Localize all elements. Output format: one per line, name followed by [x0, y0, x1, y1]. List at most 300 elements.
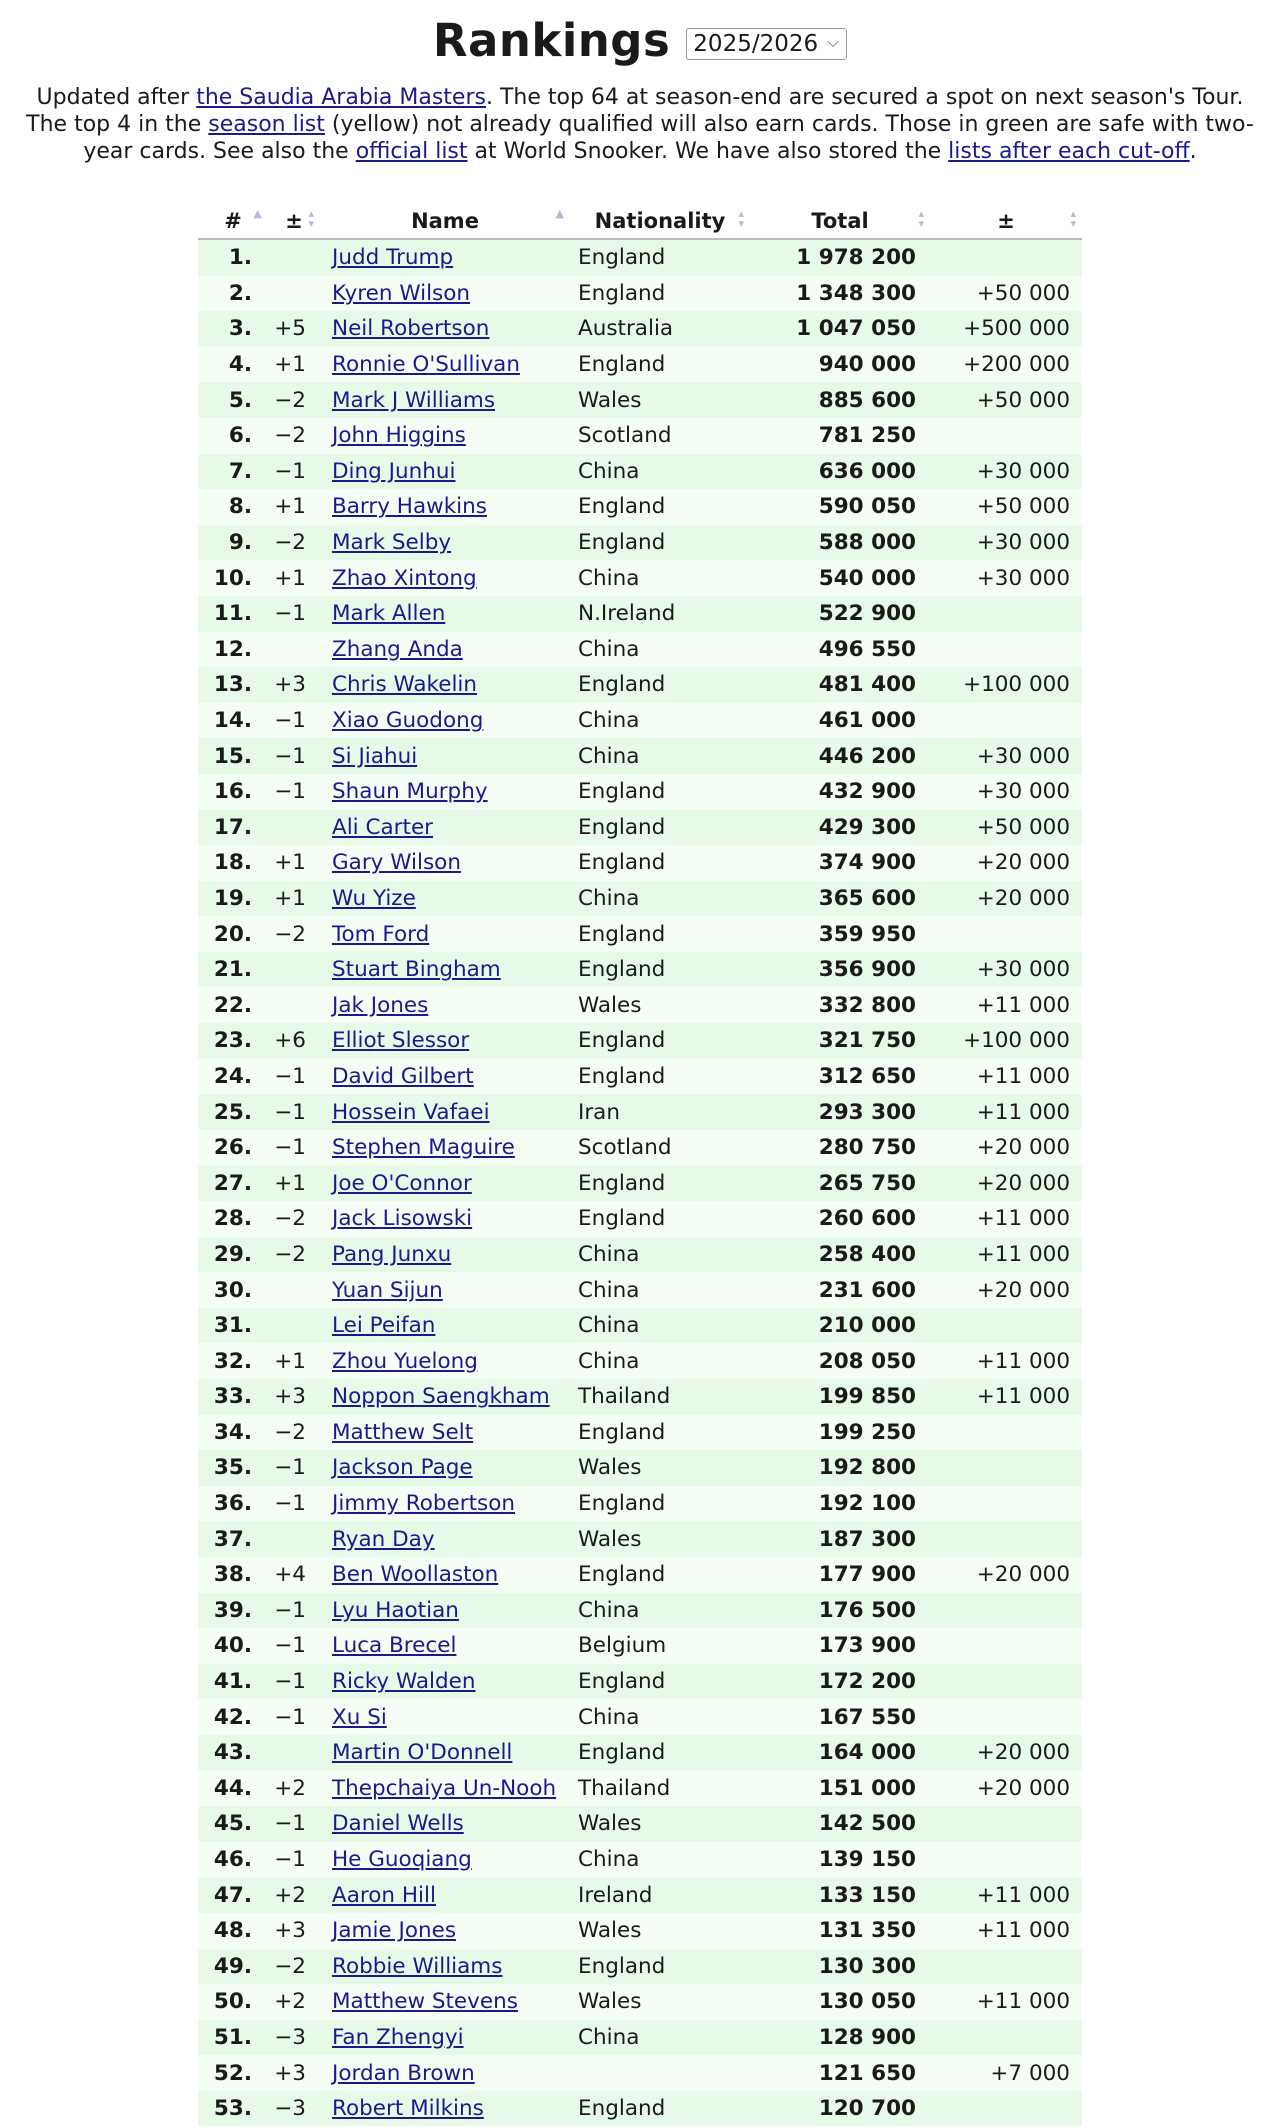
total-cell-text: 139 150	[818, 1847, 916, 1873]
player-link[interactable]: Joe O'Connor	[332, 1170, 472, 1196]
player-link[interactable]: Ronnie O'Sullivan	[332, 352, 520, 378]
event-link[interactable]: the Saudia Arabia Masters	[196, 85, 486, 110]
change-cell	[268, 1237, 320, 1273]
player-link[interactable]: Jamie Jones	[332, 1918, 457, 1944]
change-cell-text: +6	[274, 1028, 306, 1054]
nationality-cell-text: Wales	[578, 1526, 642, 1552]
table-row	[198, 1201, 1082, 1237]
col-header-change[interactable]	[268, 203, 320, 239]
nationality-cell-text: England	[578, 245, 666, 271]
total-cell-text: 540 000	[818, 565, 916, 591]
points-change-cell	[930, 347, 1082, 383]
player-link[interactable]: Xu Si	[332, 1704, 387, 1730]
rank-cell	[198, 703, 268, 739]
player-link[interactable]: Hossein Vafaei	[332, 1099, 490, 1125]
total-cell	[750, 987, 930, 1023]
intro-text-1: Updated after	[36, 85, 197, 110]
change-cell	[268, 810, 320, 846]
player-link[interactable]: Stephen Maguire	[332, 1135, 515, 1161]
player-link[interactable]: Ali Carter	[332, 814, 434, 840]
change-cell-text: −2	[274, 1206, 306, 1232]
total-cell-text: 374 900	[818, 850, 916, 876]
player-link[interactable]: Yuan Sijun	[332, 1277, 443, 1303]
name-cell	[320, 1699, 570, 1735]
total-cell-text: 321 750	[818, 1028, 916, 1054]
nationality-cell-text: Wales	[578, 387, 642, 413]
nationality-cell-text: England	[578, 814, 666, 840]
player-link[interactable]: Lyu Haotian	[332, 1597, 459, 1623]
nationality-cell	[570, 1521, 750, 1557]
col-header-name[interactable]	[320, 203, 570, 239]
rank-cell-text: 40.	[213, 1633, 252, 1659]
rank-cell-text: 8.	[228, 494, 252, 520]
rank-cell	[198, 1664, 268, 1700]
rank-cell-text: 2.	[228, 280, 252, 306]
change-cell-text: +3	[274, 1918, 306, 1944]
name-cell	[320, 1059, 570, 1095]
season-select[interactable]	[686, 28, 847, 60]
player-link[interactable]: Lei Peifan	[332, 1313, 436, 1339]
total-cell	[750, 774, 930, 810]
change-cell	[268, 560, 320, 596]
change-cell-text: −2	[274, 530, 306, 556]
name-cell	[320, 1806, 570, 1842]
player-link[interactable]: Si Jiahui	[332, 743, 418, 769]
total-cell	[750, 1130, 930, 1166]
nationality-cell-text: England	[578, 352, 666, 378]
change-cell-text: −1	[274, 779, 306, 805]
change-cell	[268, 1735, 320, 1771]
name-cell	[320, 1913, 570, 1949]
name-cell	[320, 454, 570, 490]
rank-cell-text: 49.	[213, 1953, 252, 1979]
table-row	[198, 1806, 1082, 1842]
cutoff-lists-link[interactable]: lists after each cut-off	[948, 139, 1190, 164]
rank-cell	[198, 881, 268, 917]
rank-cell	[198, 1415, 268, 1451]
nationality-cell	[570, 738, 750, 774]
nationality-cell	[570, 2091, 750, 2127]
points-change-cell	[930, 560, 1082, 596]
points-change-cell-text: +11 000	[976, 1241, 1070, 1267]
rank-cell-text: 6.	[228, 423, 252, 449]
player-link[interactable]: Mark J Williams	[332, 387, 496, 413]
table-header-row	[198, 203, 1082, 239]
table-row	[198, 1628, 1082, 1664]
change-cell-text: +1	[274, 565, 306, 591]
nationality-cell-text: England	[578, 957, 666, 983]
rank-cell	[198, 1771, 268, 1807]
table-row	[198, 1059, 1082, 1095]
points-change-cell-text: +11 000	[976, 992, 1070, 1018]
nationality-cell-text: China	[578, 2024, 640, 2050]
intro-text-4: at World Snooker. We have also stored the	[467, 139, 949, 164]
nationality-cell	[570, 454, 750, 490]
total-cell	[750, 560, 930, 596]
nationality-cell-text: N.Ireland	[578, 601, 676, 627]
table-row	[198, 1450, 1082, 1486]
player-link[interactable]: Aaron Hill	[332, 1882, 436, 1908]
nationality-cell-text: China	[578, 1348, 640, 1374]
points-change-cell-text: +11 000	[976, 1918, 1070, 1944]
col-header-points-change[interactable]	[930, 203, 1082, 239]
total-cell	[750, 1628, 930, 1664]
table-row	[198, 1877, 1082, 1913]
total-cell	[750, 418, 930, 454]
player-link[interactable]: He Guoqiang	[332, 1847, 472, 1873]
total-cell-text: 192 800	[818, 1455, 916, 1481]
total-cell-text: 265 750	[818, 1170, 916, 1196]
change-cell-text: +1	[274, 1348, 306, 1374]
player-link[interactable]: Fan Zhengyi	[332, 2024, 464, 2050]
points-change-cell	[930, 1165, 1082, 1201]
change-cell	[268, 1343, 320, 1379]
points-change-cell-text: +100 000	[963, 672, 1070, 698]
points-change-cell-text: +7 000	[990, 2060, 1070, 2086]
player-link[interactable]: Robbie Williams	[332, 1953, 503, 1979]
change-cell	[268, 1771, 320, 1807]
points-change-cell	[930, 1130, 1082, 1166]
total-cell	[750, 1664, 930, 1700]
nationality-cell	[570, 489, 750, 525]
player-link[interactable]: Ben Woollaston	[332, 1562, 499, 1588]
rank-cell-text: 4.	[228, 352, 252, 378]
player-link[interactable]: Ricky Walden	[332, 1669, 476, 1695]
change-cell-text: −1	[274, 1811, 306, 1837]
rank-cell-text: 32.	[213, 1348, 252, 1374]
change-cell	[268, 454, 320, 490]
total-cell-text: 588 000	[818, 530, 916, 556]
total-cell-text: 177 900	[818, 1562, 916, 1588]
total-cell-text: 940 000	[818, 352, 916, 378]
player-link[interactable]: Ding Junhui	[332, 458, 456, 484]
sort-icon: ▴ ▾	[918, 207, 924, 230]
player-link[interactable]: Jimmy Robertson	[332, 1491, 516, 1517]
player-link[interactable]: Noppon Saengkham	[332, 1384, 550, 1410]
rank-cell	[198, 1379, 268, 1415]
total-cell	[750, 1949, 930, 1985]
col-header-rank[interactable]	[198, 203, 268, 239]
points-change-cell	[930, 1023, 1082, 1059]
player-link[interactable]: Shaun Murphy	[332, 779, 488, 805]
total-cell	[750, 1343, 930, 1379]
total-cell	[750, 632, 930, 668]
nationality-cell	[570, 1913, 750, 1949]
total-cell	[750, 1201, 930, 1237]
player-link[interactable]: Daniel Wells	[332, 1811, 464, 1837]
col-header-nationality[interactable]	[570, 203, 750, 239]
player-link[interactable]: Thepchaiya Un-Nooh	[332, 1775, 557, 1801]
intro-text	[16, 84, 1264, 165]
total-cell	[750, 1984, 930, 2020]
change-cell	[268, 1486, 320, 1522]
total-cell-text: 359 950	[818, 921, 916, 947]
points-change-cell-text: +11 000	[976, 1882, 1070, 1908]
points-change-cell-text: +50 000	[976, 280, 1070, 306]
nationality-cell-text: China	[578, 458, 640, 484]
name-cell	[320, 1415, 570, 1451]
nationality-cell-text: England	[578, 1206, 666, 1232]
table-row	[198, 703, 1082, 739]
rank-cell	[198, 347, 268, 383]
total-cell-text: 130 300	[818, 1953, 916, 1979]
nationality-cell	[570, 881, 750, 917]
player-link[interactable]: Matthew Stevens	[332, 1989, 518, 2015]
player-link[interactable]: Ryan Day	[332, 1526, 435, 1552]
col-header-total[interactable]	[750, 203, 930, 239]
name-cell	[320, 1308, 570, 1344]
change-cell-text: −1	[274, 1491, 306, 1517]
total-cell-text: 356 900	[818, 957, 916, 983]
player-link[interactable]: Kyren Wilson	[332, 280, 471, 306]
rank-cell	[198, 382, 268, 418]
change-cell-text: −1	[274, 1099, 306, 1125]
total-cell-text: 280 750	[818, 1135, 916, 1161]
player-link[interactable]: Judd Trump	[332, 245, 454, 271]
total-cell	[750, 810, 930, 846]
change-cell	[268, 1415, 320, 1451]
nationality-cell	[570, 1201, 750, 1237]
table-row	[198, 1272, 1082, 1308]
name-cell	[320, 881, 570, 917]
page-header	[0, 0, 1280, 165]
table-row	[198, 1699, 1082, 1735]
name-cell	[320, 1201, 570, 1237]
player-link[interactable]: Wu Yize	[332, 885, 416, 911]
player-link[interactable]: Jackson Page	[332, 1455, 473, 1481]
player-link[interactable]: Martin O'Donnell	[332, 1740, 513, 1766]
rank-cell-text: 46.	[213, 1847, 252, 1873]
player-link[interactable]: Zhou Yuelong	[332, 1348, 478, 1374]
change-cell-text: +1	[274, 850, 306, 876]
change-cell-text: −1	[274, 1847, 306, 1873]
nationality-cell-text: Wales	[578, 1918, 642, 1944]
total-cell-text: 332 800	[818, 992, 916, 1018]
name-cell	[320, 1486, 570, 1522]
nationality-cell	[570, 1486, 750, 1522]
rank-cell	[198, 418, 268, 454]
change-cell	[268, 1450, 320, 1486]
total-cell	[750, 916, 930, 952]
points-change-cell-text: +20 000	[976, 850, 1070, 876]
player-link[interactable]: John Higgins	[332, 423, 466, 449]
points-change-cell-text: +20 000	[976, 1562, 1070, 1588]
change-cell	[268, 1949, 320, 1985]
points-change-cell-text: +30 000	[976, 957, 1070, 983]
player-link[interactable]: Barry Hawkins	[332, 494, 487, 520]
table-row	[198, 987, 1082, 1023]
points-change-cell-text: +20 000	[976, 1170, 1070, 1196]
total-cell-text: 173 900	[818, 1633, 916, 1659]
nationality-cell	[570, 1023, 750, 1059]
player-link[interactable]: Matthew Selt	[332, 1419, 474, 1445]
official-list-link[interactable]: official list	[355, 139, 468, 164]
change-cell	[268, 1877, 320, 1913]
rank-cell-text: 12.	[213, 636, 252, 662]
nationality-cell-text: England	[578, 280, 666, 306]
nationality-cell	[570, 1771, 750, 1807]
points-change-cell	[930, 810, 1082, 846]
rank-cell-text: 41.	[213, 1669, 252, 1695]
nationality-cell	[570, 1272, 750, 1308]
nationality-cell	[570, 632, 750, 668]
points-change-cell	[930, 2055, 1082, 2091]
player-link[interactable]: Mark Allen	[332, 601, 446, 627]
player-link[interactable]: Jack Lisowski	[332, 1206, 473, 1232]
total-cell	[750, 2020, 930, 2056]
table-row	[198, 1949, 1082, 1985]
table-row	[198, 382, 1082, 418]
points-change-cell-text: +11 000	[976, 1206, 1070, 1232]
change-cell	[268, 952, 320, 988]
table-row	[198, 2055, 1082, 2091]
change-cell	[268, 1699, 320, 1735]
rank-cell-text: 5.	[228, 387, 252, 413]
name-cell	[320, 418, 570, 454]
change-cell	[268, 1379, 320, 1415]
points-change-cell	[930, 311, 1082, 347]
player-link[interactable]: Jordan Brown	[332, 2060, 475, 2086]
name-cell	[320, 1664, 570, 1700]
table-row	[198, 347, 1082, 383]
rank-cell-text: 30.	[213, 1277, 252, 1303]
rank-cell-text: 15.	[213, 743, 252, 769]
rank-cell-text: 37.	[213, 1526, 252, 1552]
total-cell-text: 885 600	[818, 387, 916, 413]
table-row	[198, 1237, 1082, 1273]
player-link[interactable]: Stuart Bingham	[332, 957, 501, 983]
player-link[interactable]: David Gilbert	[332, 1063, 474, 1089]
rank-cell	[198, 1486, 268, 1522]
player-link[interactable]: Zhao Xintong	[332, 565, 477, 591]
rank-cell-text: 50.	[213, 1989, 252, 2015]
name-cell	[320, 952, 570, 988]
player-link[interactable]: Robert Milkins	[332, 2096, 484, 2122]
points-change-cell-text: +11 000	[976, 1063, 1070, 1089]
total-cell-text: 590 050	[818, 494, 916, 520]
rank-cell	[198, 1735, 268, 1771]
change-cell	[268, 987, 320, 1023]
change-cell-text: +5	[274, 316, 306, 342]
chevron-down-icon: ⌵	[826, 32, 840, 51]
total-cell-text: 429 300	[818, 814, 916, 840]
rank-cell	[198, 1842, 268, 1878]
player-link[interactable]: Zhang Anda	[332, 636, 463, 662]
player-link[interactable]: Mark Selby	[332, 530, 452, 556]
total-cell-text: 120 700	[818, 2096, 916, 2122]
total-cell-text: 176 500	[818, 1597, 916, 1623]
change-cell-text: +2	[274, 1882, 306, 1908]
change-cell	[268, 1023, 320, 1059]
player-link[interactable]: Gary Wilson	[332, 850, 461, 876]
player-link[interactable]: Elliot Slessor	[332, 1028, 470, 1054]
name-cell	[320, 1949, 570, 1985]
total-cell-text: 496 550	[818, 636, 916, 662]
rank-cell-text: 21.	[213, 957, 252, 983]
points-change-cell	[930, 1735, 1082, 1771]
points-change-cell	[930, 1237, 1082, 1273]
rank-cell-text: 45.	[213, 1811, 252, 1837]
total-cell	[750, 1379, 930, 1415]
rank-cell	[198, 1237, 268, 1273]
nationality-cell	[570, 1343, 750, 1379]
total-cell	[750, 525, 930, 561]
total-cell	[750, 1272, 930, 1308]
name-cell	[320, 703, 570, 739]
total-cell-text: 142 500	[818, 1811, 916, 1837]
player-link[interactable]: Xiao Guodong	[332, 708, 484, 734]
nationality-cell	[570, 1379, 750, 1415]
change-cell-text: +1	[274, 1170, 306, 1196]
total-cell-text: 1 047 050	[796, 316, 916, 342]
name-cell	[320, 1094, 570, 1130]
rank-cell	[198, 276, 268, 312]
table-row	[198, 454, 1082, 490]
name-cell	[320, 1379, 570, 1415]
rank-cell	[198, 1023, 268, 1059]
points-change-cell	[930, 1201, 1082, 1237]
change-cell	[268, 667, 320, 703]
player-link[interactable]: Neil Robertson	[332, 316, 490, 342]
rankings-table	[198, 203, 1082, 2126]
rank-cell-text: 24.	[213, 1063, 252, 1089]
nationality-cell	[570, 1842, 750, 1878]
rank-cell	[198, 1308, 268, 1344]
rank-cell-text: 38.	[213, 1562, 252, 1588]
points-change-cell	[930, 1949, 1082, 1985]
total-cell-text: 636 000	[818, 458, 916, 484]
rank-cell-text: 47.	[213, 1882, 252, 1908]
change-cell-text: +1	[274, 494, 306, 520]
change-cell	[268, 382, 320, 418]
rank-cell-text: 14.	[213, 708, 252, 734]
rank-cell	[198, 1984, 268, 2020]
nationality-cell-text: Wales	[578, 1455, 642, 1481]
nationality-cell-text: Scotland	[578, 1135, 672, 1161]
nationality-cell	[570, 1628, 750, 1664]
player-link[interactable]: Jak Jones	[332, 992, 429, 1018]
name-cell	[320, 525, 570, 561]
change-cell	[268, 774, 320, 810]
player-link[interactable]: Tom Ford	[332, 921, 430, 947]
total-cell-text: 199 850	[818, 1384, 916, 1410]
nationality-cell	[570, 525, 750, 561]
rank-cell-text: 13.	[213, 672, 252, 698]
total-cell	[750, 1771, 930, 1807]
rank-cell	[198, 1806, 268, 1842]
total-cell	[750, 703, 930, 739]
player-link[interactable]: Pang Junxu	[332, 1241, 452, 1267]
total-cell	[750, 1735, 930, 1771]
points-change-cell-text: +20 000	[976, 1277, 1070, 1303]
points-change-cell-text: +30 000	[976, 530, 1070, 556]
change-cell-text: −1	[274, 1455, 306, 1481]
player-link[interactable]: Luca Brecel	[332, 1633, 457, 1659]
change-cell-text: −1	[274, 708, 306, 734]
rank-cell-text: 28.	[213, 1206, 252, 1232]
points-change-cell	[930, 1877, 1082, 1913]
rank-cell-text: 17.	[213, 814, 252, 840]
nationality-cell-text: China	[578, 885, 640, 911]
sort-icon: ▲	[253, 207, 262, 220]
change-cell	[268, 1059, 320, 1095]
total-cell	[750, 952, 930, 988]
season-list-link[interactable]: season list	[208, 112, 325, 137]
player-link[interactable]: Chris Wakelin	[332, 672, 478, 698]
table-row	[198, 1842, 1082, 1878]
points-change-cell	[930, 418, 1082, 454]
name-cell	[320, 2091, 570, 2127]
